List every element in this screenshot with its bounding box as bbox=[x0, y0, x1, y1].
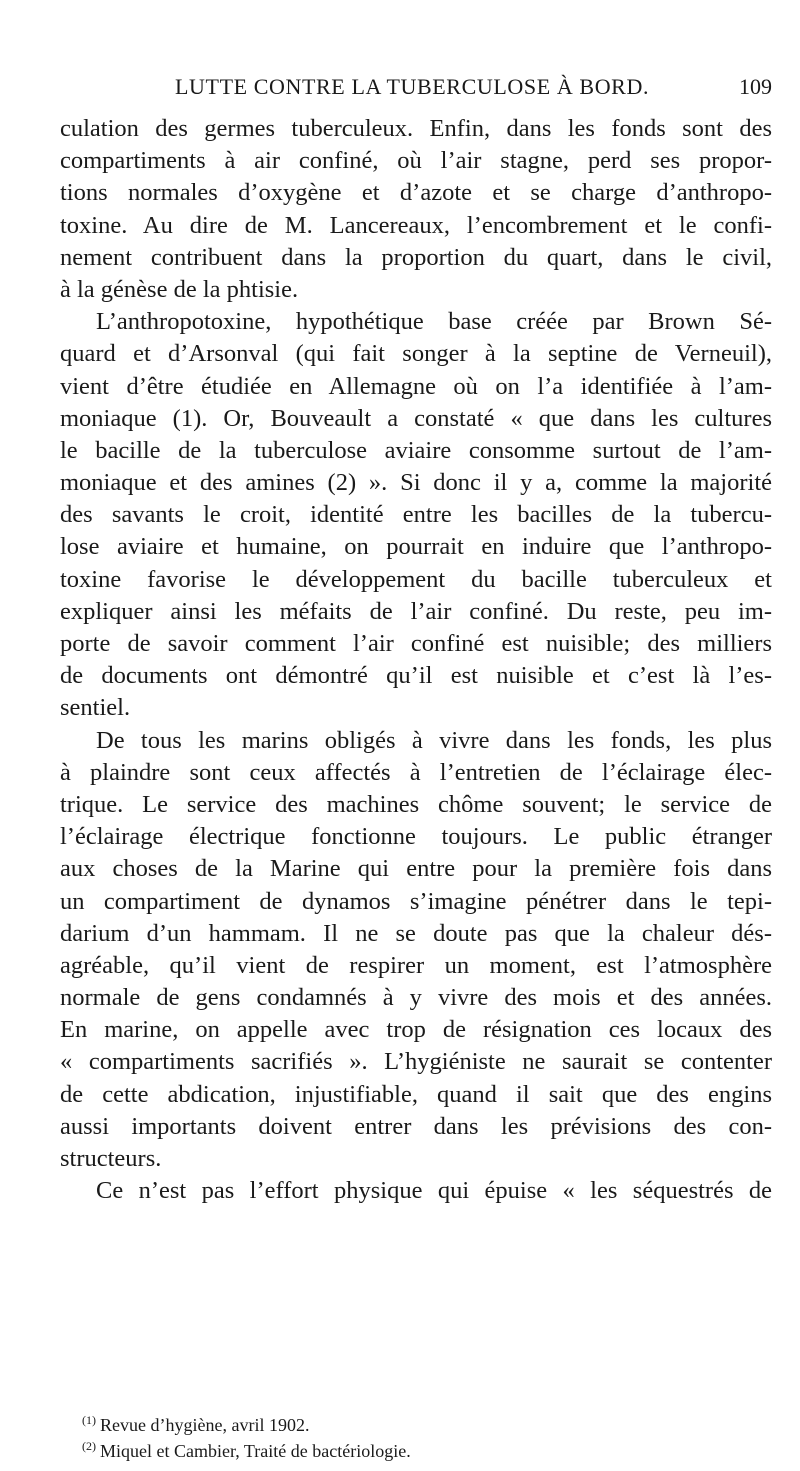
text-line: agréable, qu’il vient de respirer un moment, est l’atmosphère bbox=[60, 951, 772, 979]
footnote-mark: (2) bbox=[82, 1439, 96, 1453]
text-line: moniaque et des amines (2) ». Si donc il y a, comme la majorité bbox=[60, 469, 772, 497]
text-line: Ce n’est pas l’effort physique qui épuise « les séquestrés de bbox=[96, 1177, 772, 1205]
footnotes bbox=[82, 1412, 742, 1464]
text-line: culation des germes tuberculeux. Enfin, dans les fonds sont des bbox=[60, 115, 772, 142]
text-line: des savants le croit, identité entre les bacilles de la tubercu- bbox=[60, 501, 772, 529]
text-line: L’anthropotoxine, hypothétique base créée par Brown Sé- bbox=[96, 308, 772, 336]
body-text bbox=[60, 113, 772, 1207]
text-line: « compartiments sacrifiés ». L’hygiéniste ne saurait se contenter bbox=[60, 1048, 772, 1076]
text-line: De tous les marins obligés à vivre dans les fonds, les plus bbox=[96, 726, 772, 754]
running-header bbox=[60, 74, 772, 106]
text-line: de cette abdication, injustifiable, quand il sait que des engins bbox=[60, 1080, 772, 1108]
footnote-text: Miquel et Cambier, Traité de bactériologie. bbox=[100, 1441, 411, 1461]
text-line: lose aviaire et humaine, on pourrait en induire que l’anthropo- bbox=[60, 533, 772, 561]
text-line: quard et d’Arsonval (qui fait songer à la septine de Verneuil), bbox=[60, 340, 772, 368]
text-line: tions normales d’oxygène et d’azote et se charge d’anthropo- bbox=[60, 179, 772, 207]
text-line: toxine. Au dire de M. Lancereaux, l’encombrement et le confi- bbox=[60, 211, 772, 239]
text-line: structeurs. bbox=[60, 1145, 162, 1172]
text-line: normale de gens condamnés à y vivre des mois et des années. bbox=[60, 984, 772, 1012]
text-line: En marine, on appelle avec trop de résignation ces locaux des bbox=[60, 1016, 772, 1044]
footnote-text: Revue d’hygiène, avril 1902. bbox=[100, 1415, 310, 1435]
text-line: sentiel. bbox=[60, 694, 131, 722]
text-line: porte de savoir comment l’air confiné est nuisible; des milliers bbox=[60, 630, 772, 657]
text-line: expliquer ainsi les méfaits de l’air confiné. Du reste, peu im- bbox=[60, 597, 772, 625]
page-number: 109 bbox=[739, 74, 772, 99]
text-line: compartiments à air confiné, où l’air stagne, perd ses propor- bbox=[60, 147, 772, 175]
text-line: nement contribuent dans la proportion du quart, dans le civil, bbox=[60, 243, 772, 271]
footnote-mark: (1) bbox=[82, 1413, 96, 1427]
text-line: aux choses de la Marine qui entre pour la première fois dans bbox=[60, 855, 772, 883]
running-title: LUTTE CONTRE LA TUBERCULOSE À BORD. bbox=[175, 74, 650, 99]
text-line: trique. Le service des machines chôme souvent; le service de bbox=[60, 790, 772, 818]
text-line: l’éclairage électrique fonctionne toujours. Le public étranger bbox=[60, 823, 772, 851]
text-line: toxine favorise le développement du bacille tuberculeux et bbox=[60, 565, 772, 593]
text-line: aussi importants doivent entrer dans les prévisions des con- bbox=[60, 1112, 772, 1140]
text-line: un compartiment de dynamos s’imagine pénétrer dans le tepi- bbox=[60, 887, 772, 915]
text-line: à la génèse de la phtisie. bbox=[60, 275, 299, 303]
text-line: le bacille de la tuberculose aviaire consomme surtout de l’am- bbox=[60, 436, 772, 464]
text-line: à plaindre sont ceux affectés à l’entretien de l’éclairage élec- bbox=[60, 758, 772, 786]
text-line: darium d’un hammam. Il ne se doute pas que la chaleur dés- bbox=[60, 919, 772, 947]
footnote bbox=[82, 1412, 742, 1438]
text-line: vient d’être étudiée en Allemagne où on l’a identifiée à l’am- bbox=[60, 372, 772, 400]
footnote bbox=[82, 1438, 742, 1464]
text-line: de documents ont démontré qu’il est nuisible et c’est là l’es- bbox=[60, 662, 772, 690]
text-line: moniaque (1). Or, Bouveault a constaté « que dans les cultures bbox=[60, 404, 772, 432]
